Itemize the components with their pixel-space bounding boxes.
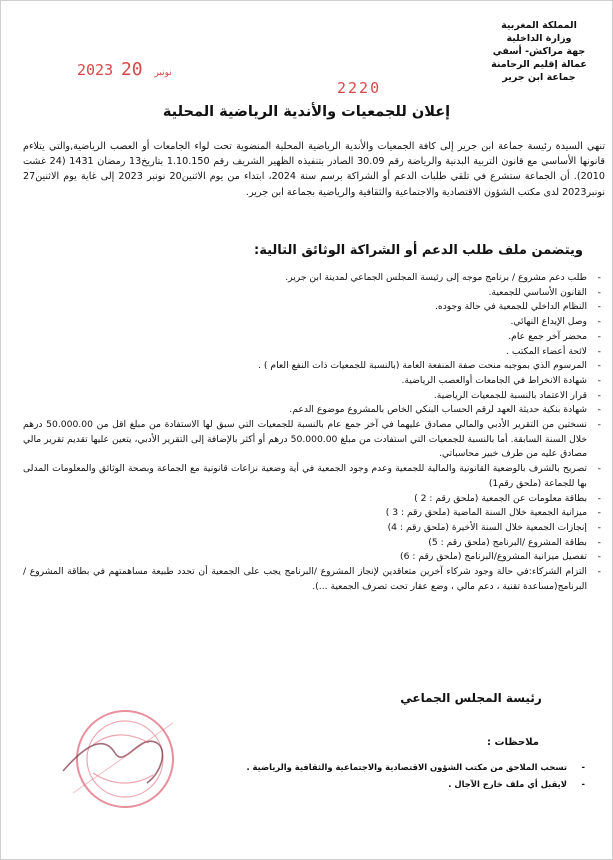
letterhead-line: جماعة ابن جرير	[502, 72, 576, 83]
list-item: - لايقبل أي ملف خارج الآجال .	[201, 776, 591, 793]
date-stamp-day: 20	[120, 59, 143, 80]
list-item: - تفصيل ميزانية المشروع/البرنامج (ملحق رقم : 6)	[23, 550, 605, 565]
list-item: - المرسوم الذي بموجبه منحت صفة المنفعة العامة (بالنسبة للجمعيات ذات النفع العام ) .	[23, 359, 605, 374]
page-title: إعلان للجمعيات والأندية الرياضية المحلية	[162, 104, 451, 120]
intro-paragraph: تنهي السيدة رئيسة جماعة ابن جرير إلى كافة الجمعيات والأندية الرياضية المحلية المنضوية تحت لواء الجامعات أو العصب الرياضية,والتي يتلاءم قانونها الأساسي مع قانون التربية البدنية والرياضة رقم 30.09 الصادر بتنفيذه الظهير الشريف رقم 1.10.150 بتاريخ13 رمضان 1431 (24 غشت 2010). أن الجماعة ستشرع في تلقي طلبات الدعم أو الشراكة برسم سنة 2024، ابتداء من يوم الاثنين20 نونبر 2023 إلى غاية يوم الاثنين27 نونبر2023 لدى مكتب الشؤون الاقتصادية والاجتماعية والثقافية والرياضية بجماعة ابن جرير.	[23, 141, 605, 198]
list-item: - إنجازات الجمعية خلال السنة الأخيرة (ملحق رقم : 4)	[23, 521, 605, 536]
date-stamp-year: 2023	[77, 61, 114, 79]
list-item: - ميزانية الجمعية خلال السنة الماضية (ملحق رقم : 3 )	[23, 506, 605, 521]
list-item: - تصريح بالشرف بالوضعية القانونية والمالية للجمعية وعدم وجود الجمعية في أية وضعية نزاعات قانونية مع الجماعة وبصحة الوثائق والمعلومات المدلى بها للجماعة (ملحق رقم1)	[23, 462, 605, 491]
signature-title: رئيسة المجلس الجماعي	[400, 691, 542, 705]
reference-number-stamp	[337, 79, 381, 97]
list-item: - شهادة الانخراط في الجامعات أوالعصب الرياضية.	[23, 374, 605, 389]
list-item: - بطاقة المشروع /البرنامج (ملحق رقم : 5)	[23, 536, 605, 551]
letterhead-line: وزارة الداخلية	[506, 33, 572, 44]
requirements-heading: ويتضمن ملف طلب الدعم أو الشراكة الوثائق التالية:	[254, 243, 583, 258]
list-item: - القانون الأساسي للجمعية.	[23, 286, 605, 301]
letterhead-line: عمالة إقليم الرحامنة	[491, 59, 587, 70]
notes-list	[201, 759, 591, 793]
requirements-list	[23, 271, 605, 594]
list-item: - محضر آخر جمع عام.	[23, 330, 605, 345]
date-stamp	[77, 59, 176, 80]
list-item: - النظام الداخلي للجمعية في حالة وجوده.	[23, 300, 605, 315]
list-item: - وصل الإيداع النهائي.	[23, 315, 605, 330]
list-item: - لائحة أعضاء المكتب .	[23, 345, 605, 360]
list-item: - شهادة بنكية حديثة العهد لرقم الحساب البنكي الخاص بالمشروع موضوع الدعم.	[23, 403, 605, 418]
list-item: - طلب دعم مشروع / برنامج موجه إلى رئيسة المجلس الجماعي لمدينة ابن جرير.	[23, 271, 605, 286]
list-item: - بطاقة معلومات عن الجمعية (ملحق رقم : 2 )	[23, 492, 605, 507]
list-item: - تسحب الملاحق من مكتب الشؤون الاقتصادية والاجتماعية والثقافية والرياضية .	[201, 759, 591, 776]
list-item: - التزام الشركاء:في حالة وجود شركاء آخرين متعاقدين لإنجاز المشروع /البرنامج يجب على الجمعية أن تحدد طبيعة مساهمتهم في بطاقة المشروع / البرنامج(مساعدة تقنية ، دعم مالي ، وضع عقار تحت تصرف الجمعية ...).	[23, 565, 605, 594]
list-item: - نسختين من التقرير الأدبي والمالي مصادق عليهما في آخر جمع عام بالنسبة للجمعيات التي سبق لها الاستفادة من مبلغ اقل من 50.000.00 درهم خلال السنة السابقة. أما بالنسبة للجمعيات التي استفادت من مبلغ 50.000.00 درهم أو أكثر بالإضافة إلى التقرير الأدبي، يتعين عليها تقديم تقرير مالي مصادق عليه من طرف خبير محاسباتي.	[23, 418, 605, 462]
date-stamp-month: نونبر	[154, 68, 172, 78]
notes-heading: ملاحظات :	[486, 737, 539, 748]
letterhead-line: المملكة المغربية	[501, 20, 577, 31]
letterhead-line: جهة مراكش- أسفي	[492, 46, 586, 57]
list-item: - قرار الاعتماد بالنسبة للجمعيات الرياضية.	[23, 389, 605, 404]
letterhead	[479, 19, 599, 84]
official-seal-icon	[53, 693, 185, 825]
reference-number: 2220	[337, 79, 382, 97]
